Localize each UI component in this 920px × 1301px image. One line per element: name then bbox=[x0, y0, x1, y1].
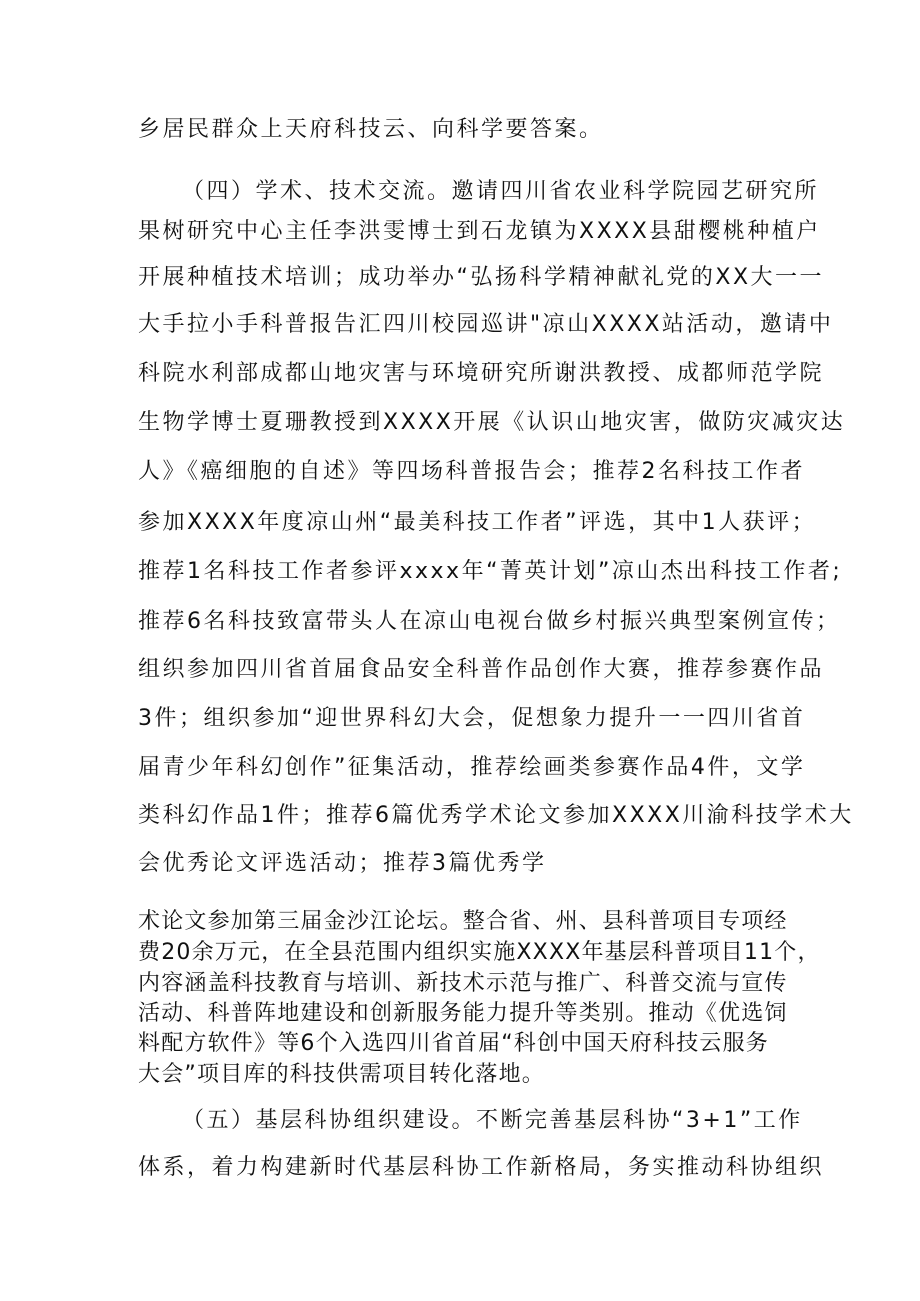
text-line: 参加XXXX年度凉山州“最美科技工作者”评选，其中1人获评； bbox=[138, 510, 817, 535]
section-heading-line: （四）学术、技术交流。邀请四川省农业科学院园艺研究所 bbox=[182, 179, 820, 204]
text-line: 乡居民群众上天府科技云、向科学要答案。 bbox=[138, 117, 604, 142]
text-line: 类科幻作品1件；推荐6篇优秀学术论文参加XXXX川渝科技学术大 bbox=[138, 803, 854, 828]
section-heading-line: （五）基层科协组织建设。不断完善基层科协“3+1”工作 bbox=[182, 1108, 803, 1133]
text-line: 内容涵盖科技教育与培训、新技术示范与推广、科普交流与宣传 bbox=[138, 971, 788, 996]
text-line: 费20余万元，在全县范围内组织实施XXXX年基层科普项目11个， bbox=[138, 940, 821, 965]
text-line: 果树研究中心主任李洪雯博士到石龙镇为XXXX县甜樱桃种植户 bbox=[138, 219, 821, 244]
text-line: 推荐1名科技工作者参评xxxx年“菁英计划”凉山杰出科技工作者; bbox=[138, 559, 843, 584]
text-line: 开展种植技术培训；成功举办“弘扬科学精神献礼党的XX大一一 bbox=[138, 265, 825, 290]
text-line: 大会”项目库的科技供需项目转化落地。 bbox=[138, 1062, 545, 1087]
text-line: 术论文参加第三届金沙江论坛。整合省、州、县科普项目专项经 bbox=[138, 909, 788, 934]
text-line: 届青少年科幻创作”征集活动，推荐绘画类参赛作品4件，文学 bbox=[138, 755, 806, 780]
text-line: 活动、科普阵地建设和创新服务能力提升等类别。推动《优选饲 bbox=[138, 1001, 788, 1026]
text-line: 人》《癌细胞的自述》等四场科普报告会；推荐2名科技工作者 bbox=[138, 459, 805, 484]
text-line: 推荐6名科技致富带头人在凉山电视台做乡村振兴典型案例宣传； bbox=[138, 609, 841, 634]
text-line: 组织参加四川省首届食品安全科普作品创作大赛，推荐参赛作品 bbox=[138, 657, 825, 682]
text-line: 大手拉小手科普报告汇四川校园巡讲"凉山XXXX站活动，邀请中 bbox=[138, 312, 834, 337]
text-line: 3件；组织参加“迎世界科幻大会，促想象力提升一一四川省首 bbox=[138, 706, 806, 731]
text-line: 料配方软件》等6个入选四川省首届“科创中国天府科技云服务 bbox=[138, 1031, 769, 1056]
text-line: 会优秀论文评选活动；推荐3篇优秀学 bbox=[138, 851, 547, 876]
text-line: 科院水利部成都山地灾害与环境研究所谢洪教授、成都师范学院 bbox=[138, 361, 825, 386]
text-line: 体系，着力构建新时代基层科协工作新格局，务实推动科协组织 bbox=[138, 1155, 825, 1180]
text-line: 生物学博士夏珊教授到XXXX开展《认识山地灾害，做防灾减灾达 bbox=[138, 410, 846, 435]
